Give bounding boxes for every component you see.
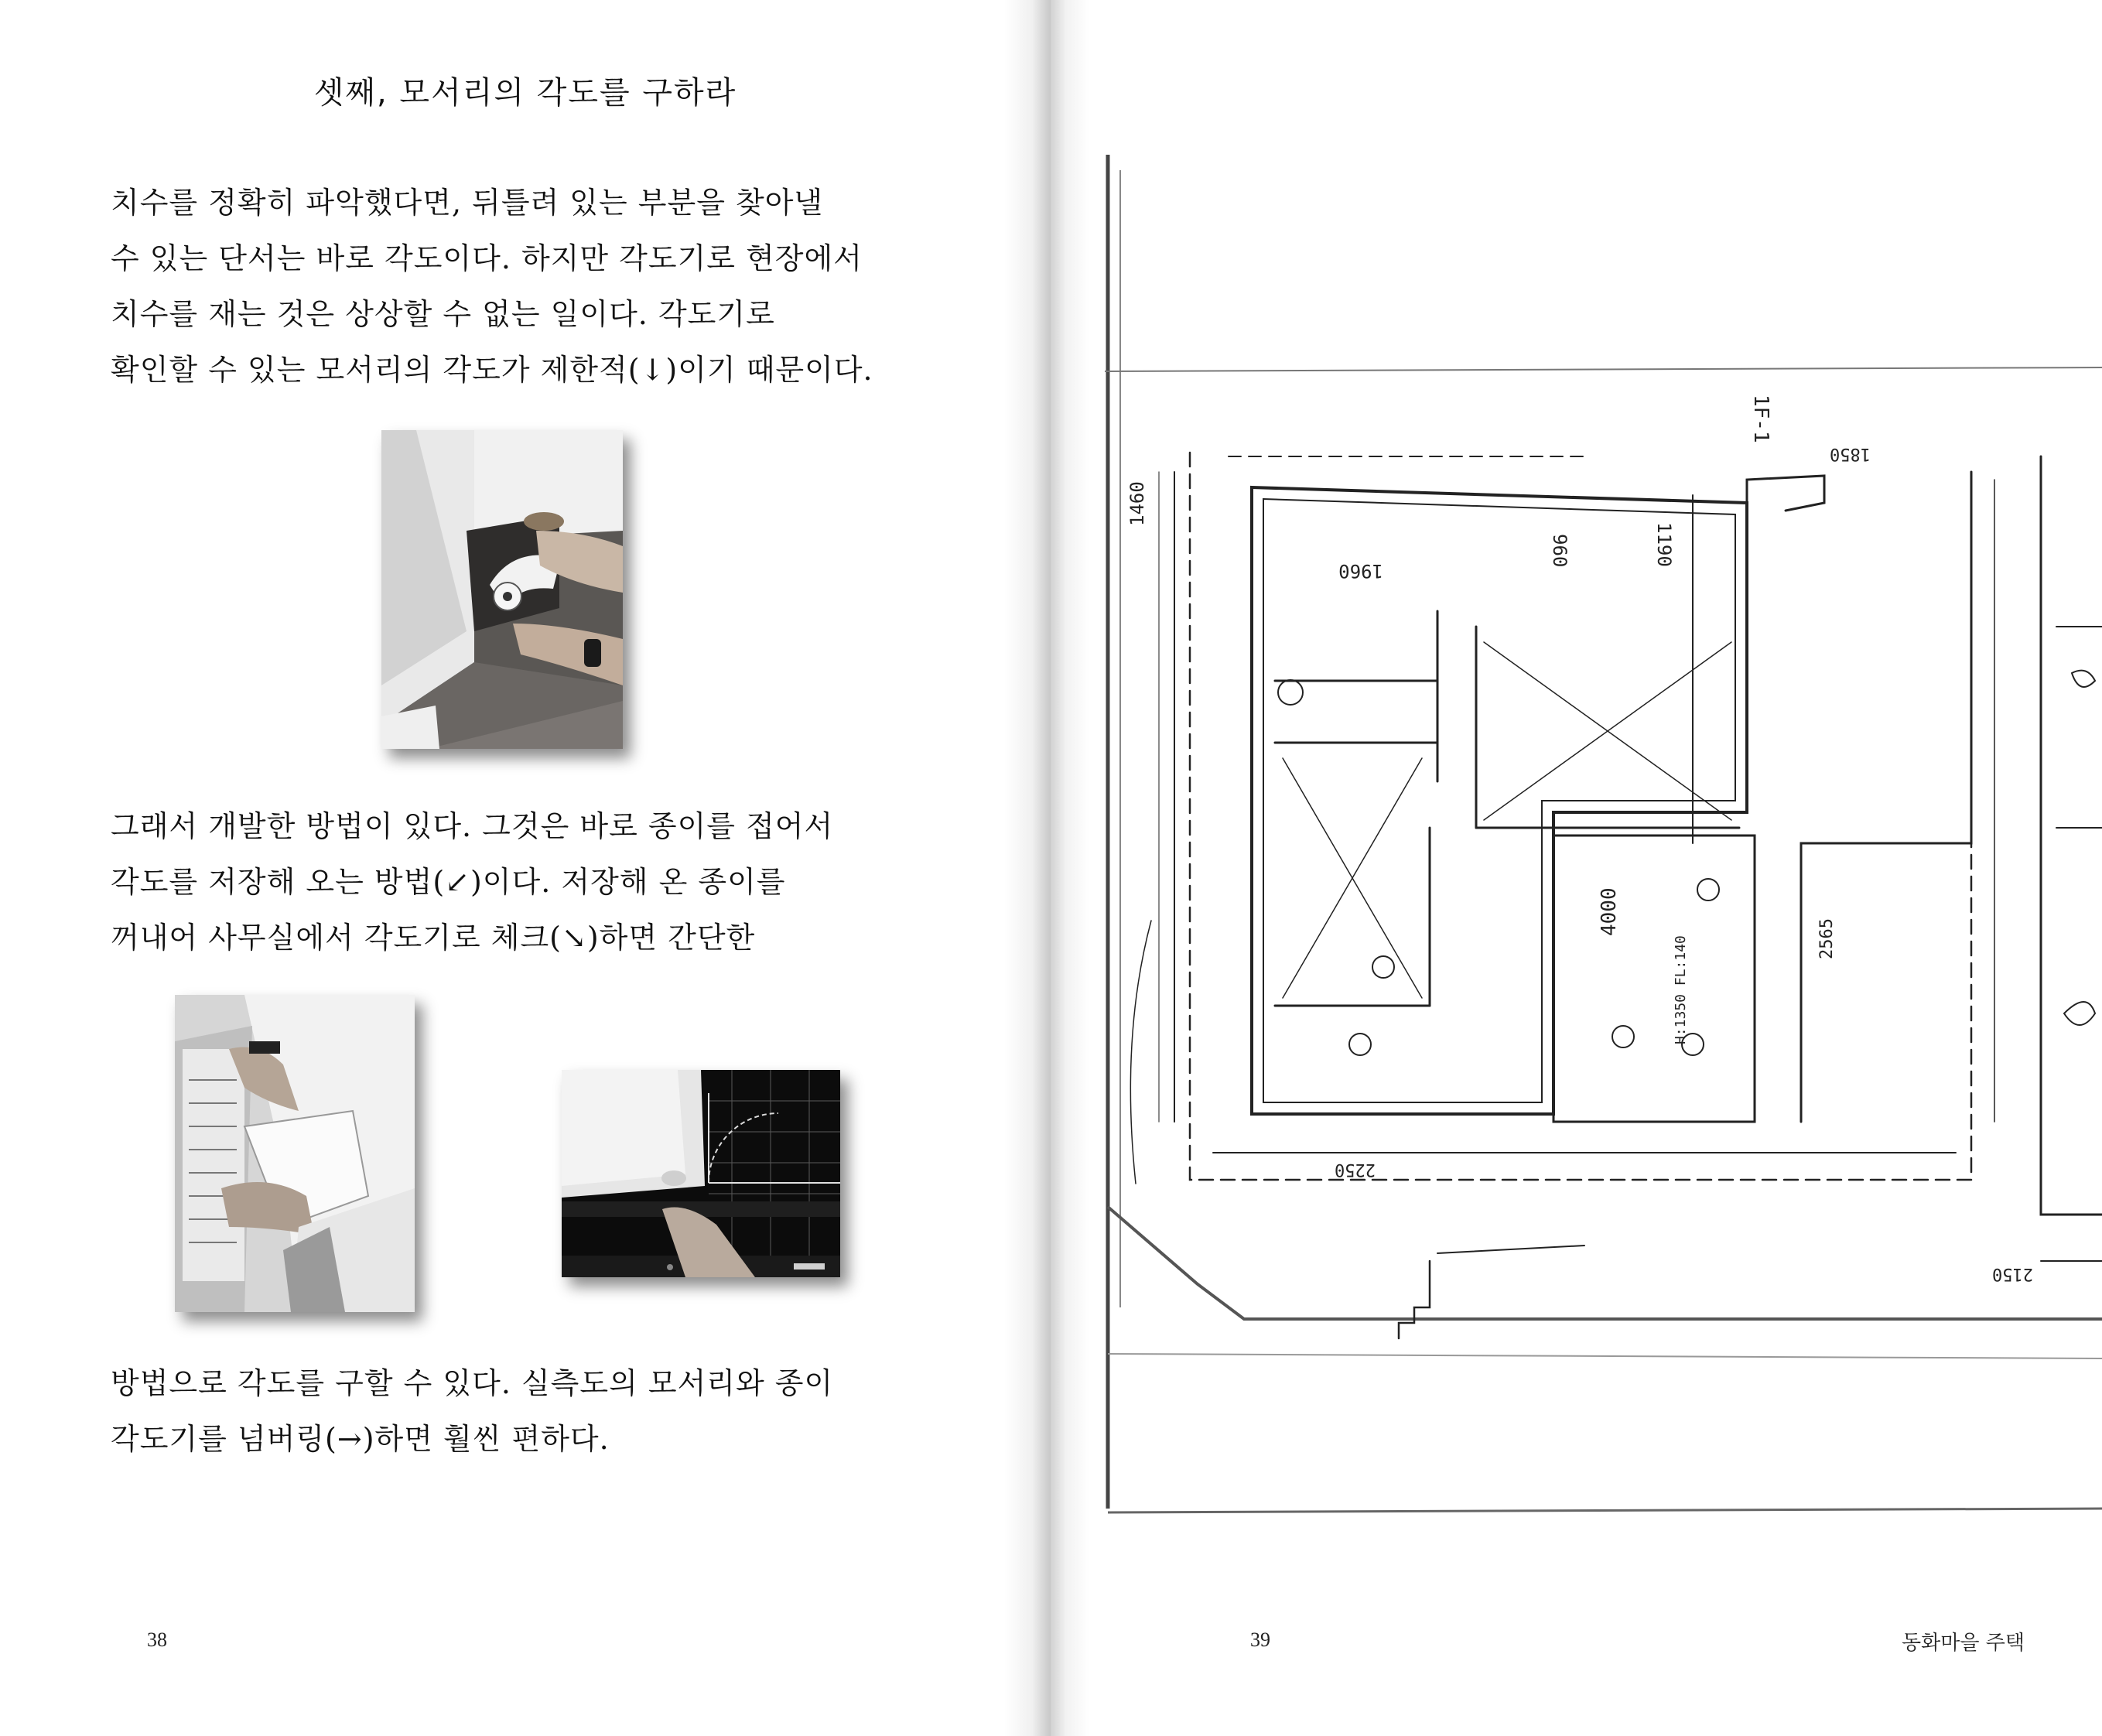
section-heading: 셋째, 모서리의 각도를 구하라 [313, 75, 737, 111]
running-head: 동화마을 주택 [1902, 1632, 2025, 1655]
drawing-label: H:1350 FL:140 [1673, 935, 1689, 1044]
right-page [1051, 0, 2102, 1736]
drawing-label: 2150 [1992, 1264, 2033, 1283]
survey-sketch-scan [1105, 147, 2102, 1516]
paragraph-1 [111, 175, 923, 398]
drawing-label: 1850 [1830, 444, 1871, 463]
gutter-shadow-right [1051, 0, 1089, 1736]
paragraph-line: 꺼내어 사무실에서 각도기로 체크(↘)하면 간단한 [111, 921, 756, 955]
gutter-shadow-left [1004, 0, 1051, 1736]
drawing-label: 2565 [1817, 918, 1837, 959]
screen-protractor-photo [562, 1070, 840, 1277]
paragraph-line: 그래서 개발한 방법이 있다. 그것은 바로 종이를 접어서 [111, 809, 834, 843]
drawing-label: 960 [1549, 534, 1571, 568]
drawing-label: 1460 [1126, 481, 1148, 526]
paper-folding-photo [175, 995, 415, 1312]
paragraph-3 [111, 1355, 923, 1467]
paragraph-line: 치수를 정확히 파악했다면, 뒤틀려 있는 부분을 찾아낼 [111, 186, 824, 220]
page-number-left: 38 [147, 1628, 167, 1651]
paragraph-line: 수 있는 단서는 바로 각도이다. 하지만 각도기로 현장에서 [111, 241, 863, 275]
paragraph-2 [111, 798, 923, 965]
drawing-label: 1F-1 [1749, 395, 1772, 443]
page-number-right: 39 [1250, 1628, 1270, 1651]
paragraph-line: 치수를 재는 것은 상상할 수 없는 일이다. 각도기로 [111, 297, 775, 331]
paragraph-line: 각도기를 넘버링(→)하면 훨씬 편하다. [111, 1422, 610, 1456]
drawing-label: 1960 [1338, 560, 1383, 582]
paragraph-line: 확인할 수 있는 모서리의 각도가 제한적(↓)이기 때문이다. [111, 353, 873, 387]
drawing-label: 4000 [1598, 887, 1621, 936]
drawing-label: 1190 [1653, 522, 1675, 567]
drawing-label: 2250 [1335, 1160, 1376, 1179]
paragraph-line: 각도를 저장해 오는 방법(↙)이다. 저장해 온 종이를 [111, 865, 786, 899]
protractor-corner-photo [381, 430, 623, 749]
paragraph-line: 방법으로 각도를 구할 수 있다. 실측도의 모서리와 종이 [111, 1366, 834, 1400]
